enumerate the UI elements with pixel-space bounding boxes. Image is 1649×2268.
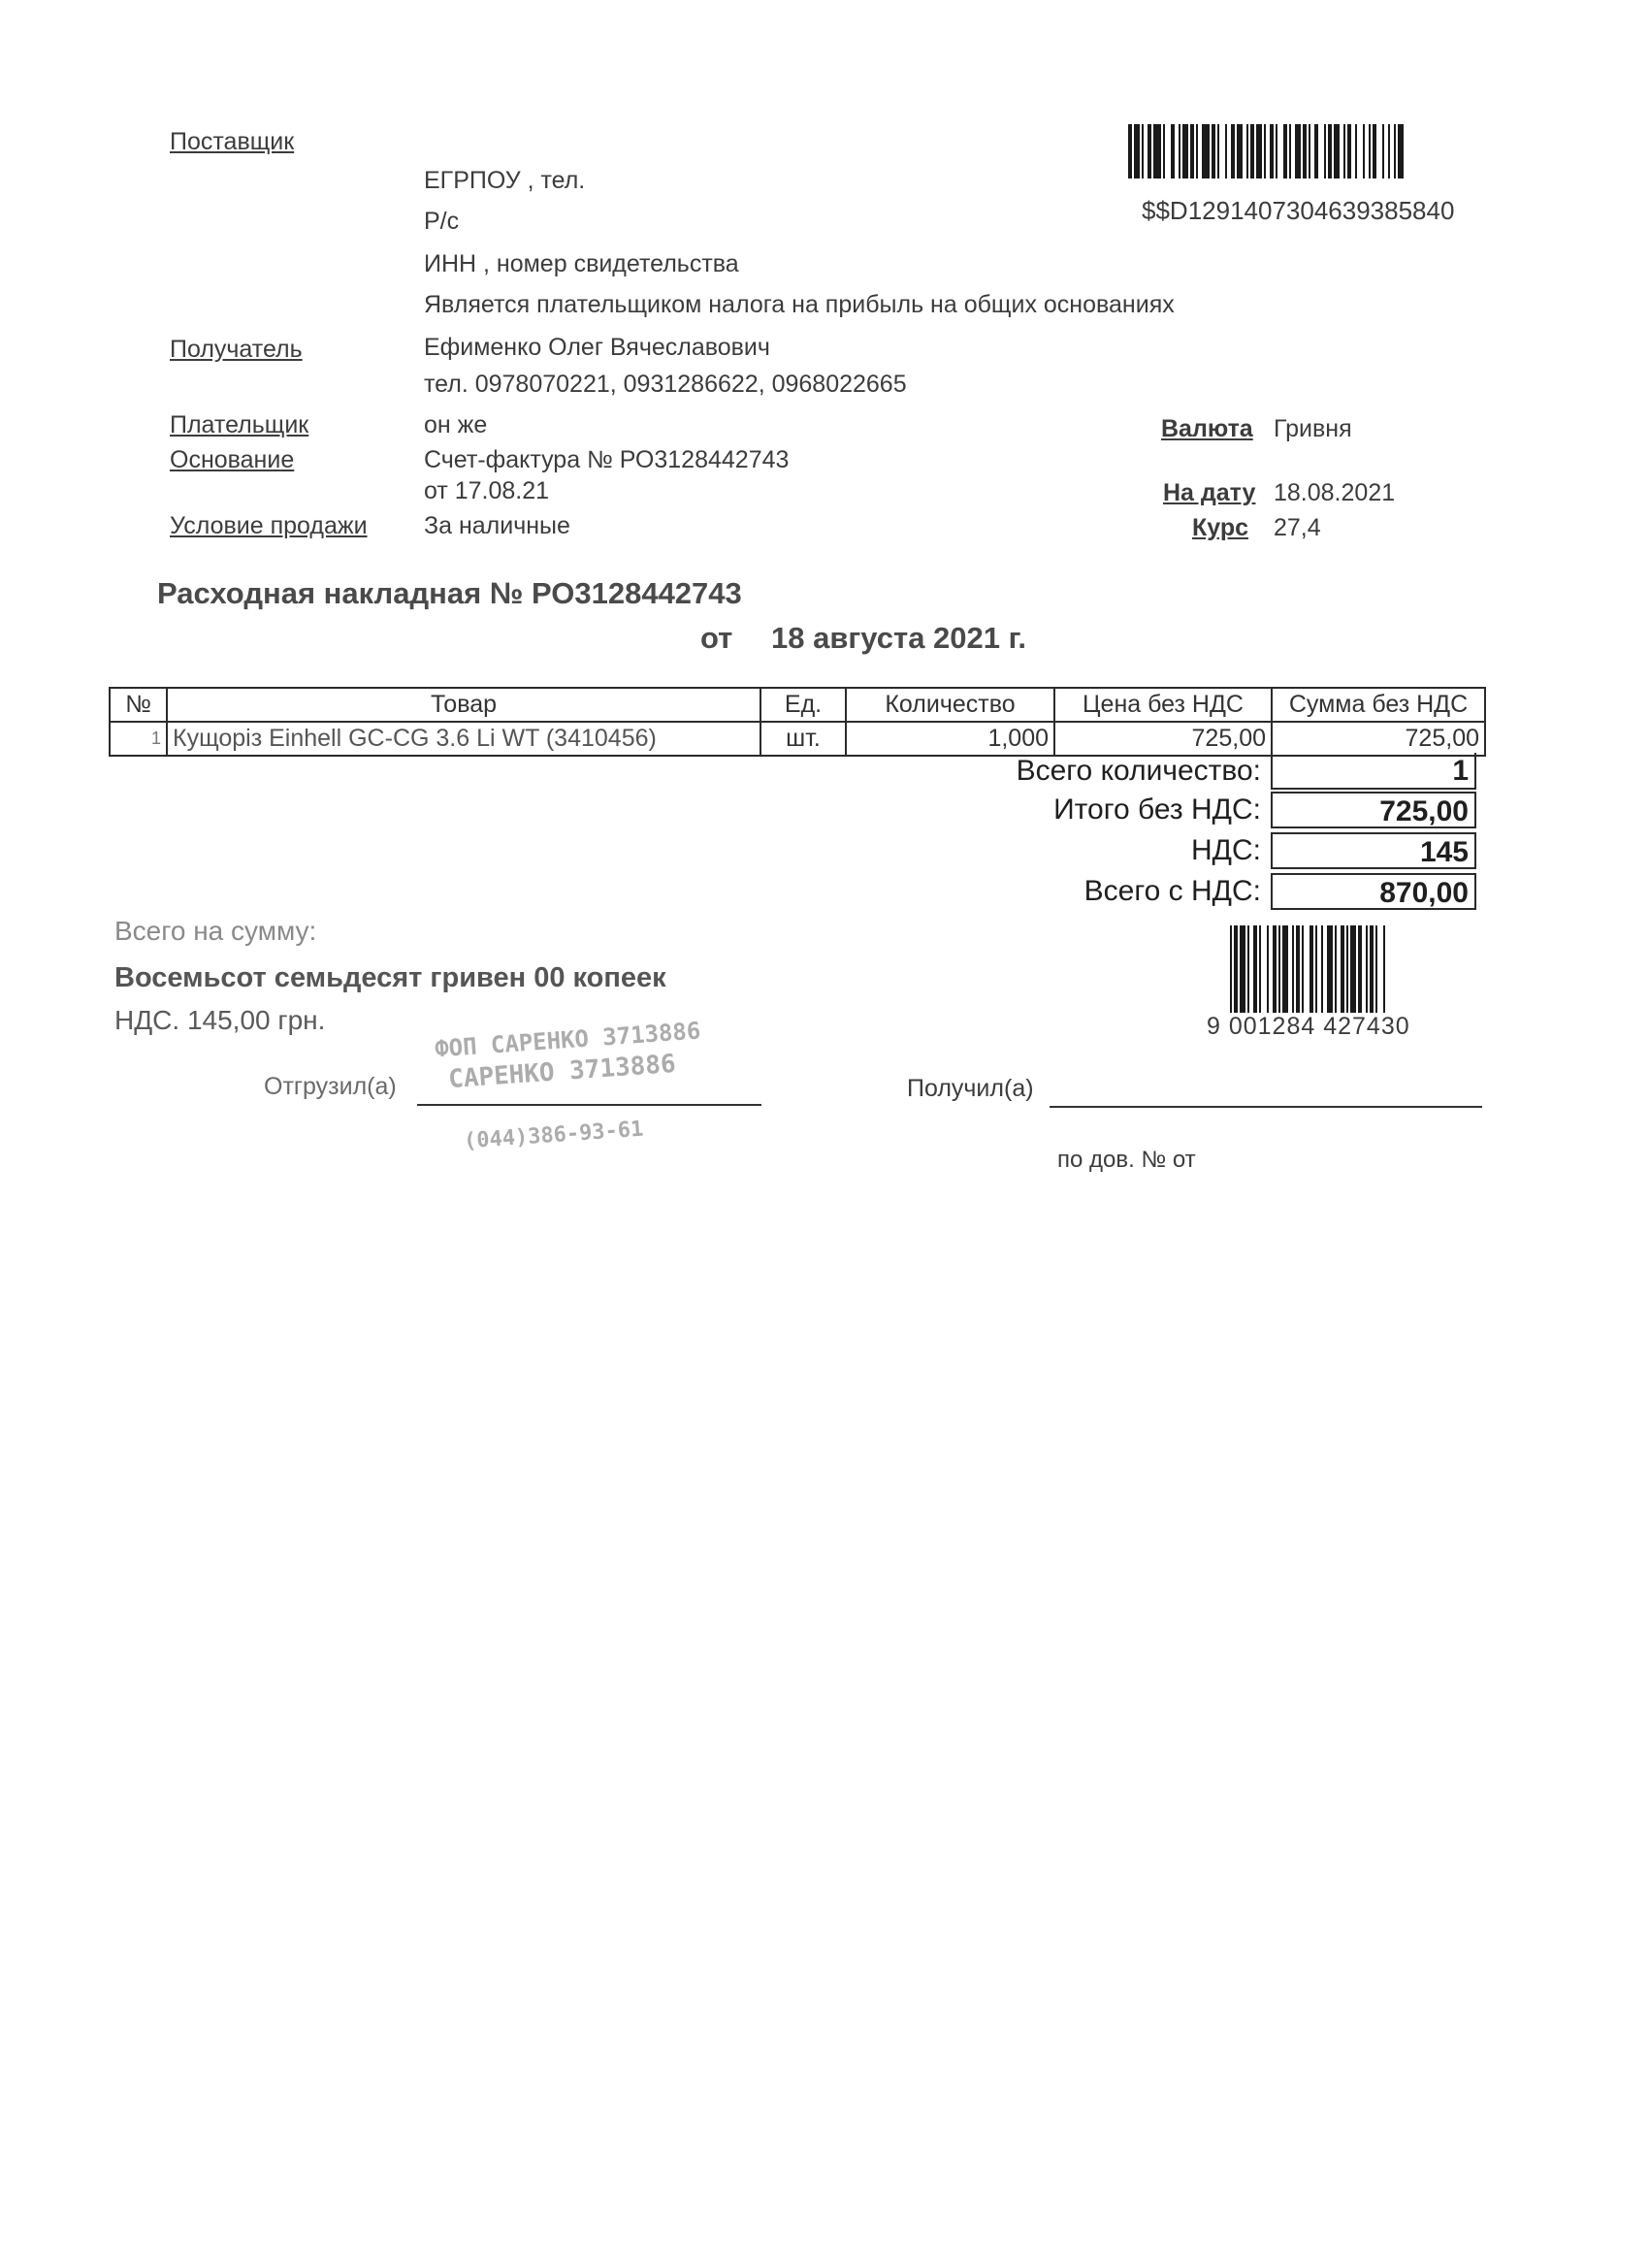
recipient-label: Получатель	[170, 336, 303, 363]
amount-words-label: Всего на сумму:	[114, 916, 317, 946]
top-barcode	[1128, 124, 1458, 178]
top-barcode-caption: $$D1291407304639385840	[1142, 196, 1455, 225]
table-row	[110, 722, 1485, 756]
header-sum: Сумма без НДС	[1272, 688, 1485, 722]
rate-value: 27,4	[1274, 514, 1321, 541]
total-qty-value: 1	[1271, 753, 1476, 790]
currency-value: Гривня	[1274, 415, 1352, 442]
document-date-prefix: от	[700, 621, 733, 655]
header-price: Цена без НДС	[1054, 688, 1272, 722]
cell-no: 1	[110, 722, 167, 756]
items-table	[109, 687, 1486, 757]
recipient-name: Ефименко Олег Вячеславович	[424, 334, 770, 361]
supplier-label: Поставщик	[170, 128, 295, 155]
recipient-phones: тел. 0978070221, 0931286622, 0968022665	[424, 371, 907, 398]
cell-sum: 725,00	[1272, 722, 1485, 756]
sale-condition-value: За наличные	[424, 512, 570, 539]
stamp-line-3: (044)386-93-61	[463, 1117, 645, 1154]
vat-label: НДС:	[1191, 834, 1261, 866]
sale-condition-label: Условие продажи	[170, 512, 368, 539]
header-no: №	[110, 688, 167, 722]
proxy-text: по дов. № от	[1057, 1147, 1196, 1173]
basis-value: Счет-фактура № РО3128442743	[424, 446, 790, 473]
cell-qty: 1,000	[846, 722, 1054, 756]
document-title: Расходная накладная № РО3128442743	[157, 576, 742, 610]
grand-total-label: Всего с НДС:	[1083, 875, 1261, 907]
barcode-bar	[1404, 124, 1407, 178]
barcode-bar	[1153, 124, 1161, 178]
on-date-value: 18.08.2021	[1274, 479, 1396, 506]
shipped-label: Отгрузил(а)	[264, 1073, 397, 1100]
currency-label: Валюта	[1161, 415, 1253, 442]
received-signature-line	[1050, 1106, 1482, 1108]
table-header-row	[110, 688, 1485, 722]
cell-price: 725,00	[1054, 722, 1272, 756]
supplier-account: Р/с	[424, 208, 460, 235]
bottom-barcode	[1230, 925, 1448, 1013]
subtotal-value: 725,00	[1271, 792, 1476, 828]
rate-label: Курс	[1192, 514, 1249, 541]
on-date-label: На дату	[1163, 479, 1256, 506]
stamp-line-1: ФОП САРЕНКО 3713886	[434, 1017, 702, 1063]
amount-words-text: Восемьсот семьдесят гривен 00 копеек	[114, 962, 666, 993]
amount-words-vat: НДС. 145,00 грн.	[114, 1005, 326, 1035]
received-label: Получил(а)	[907, 1075, 1034, 1102]
header-unit: Ед.	[760, 688, 846, 722]
subtotal-label: Итого без НДС:	[1053, 794, 1261, 826]
barcode-bar	[1202, 124, 1210, 178]
total-qty-label: Всего количество:	[1016, 755, 1261, 787]
stamp-line-2: САРЕНКО 3713886	[447, 1049, 677, 1095]
bottom-barcode-caption: 9 001284 427430	[1207, 1013, 1410, 1040]
barcode-bar	[1385, 925, 1387, 1013]
payer-value: он же	[424, 411, 488, 438]
cell-item: Кущоріз Einhell GC-CG 3.6 Li WT (3410456)	[167, 722, 760, 756]
basis-date: от 17.08.21	[424, 477, 550, 504]
payer-label: Плательщик	[170, 411, 309, 438]
cell-unit: шт.	[760, 722, 846, 756]
supplier-tax-status: Является плательщиком налога на прибыль на общих основаниях	[424, 291, 1175, 318]
basis-label: Основание	[170, 446, 295, 473]
header-qty: Количество	[846, 688, 1054, 722]
supplier-edrpou: ЕГРПОУ , тел.	[424, 167, 586, 194]
document-date: 18 августа 2021 г.	[771, 621, 1027, 655]
shipped-signature-line	[417, 1104, 761, 1106]
header-item: Товар	[167, 688, 760, 722]
grand-total-value: 870,00	[1271, 873, 1476, 910]
supplier-inn: ИНН , номер свидетельства	[424, 250, 739, 277]
vat-value: 145	[1271, 832, 1476, 869]
